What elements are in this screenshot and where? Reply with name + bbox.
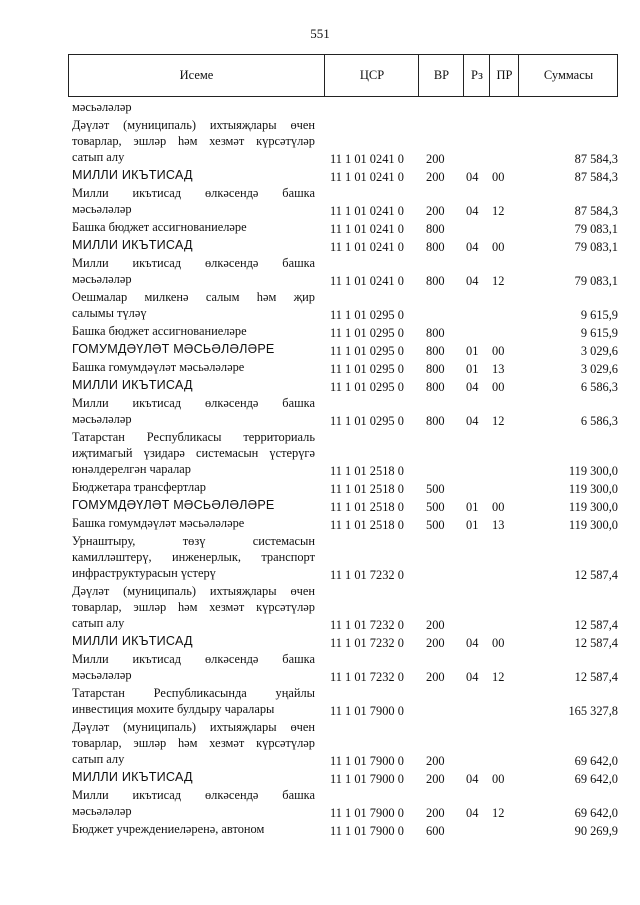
table-row — [68, 255, 618, 289]
row-csr: 11 1 01 7232 0 — [330, 618, 404, 632]
row-name-line: Башка бюджет ассигнованиеләре — [72, 220, 247, 234]
table-row — [68, 685, 618, 719]
row-csr: 11 1 01 0295 0 — [330, 326, 404, 340]
row-rz: 04 — [466, 670, 479, 684]
row-csr: 11 1 01 0295 0 — [330, 308, 404, 322]
row-name — [72, 289, 315, 321]
row-name-line: Татарстан Республикасында уңайлы — [72, 686, 315, 700]
row-name — [72, 323, 315, 339]
row-csr: 11 1 01 0241 0 — [330, 204, 404, 218]
row-csr: 11 1 01 7232 0 — [330, 636, 404, 650]
table-row — [68, 515, 618, 533]
table-row — [68, 341, 618, 359]
page-number: 551 — [310, 26, 330, 41]
row-csr: 11 1 01 2518 0 — [330, 518, 404, 532]
row-name-line: мәсьәләләр — [72, 202, 132, 216]
row-vr: 200 — [426, 618, 445, 632]
row-pr: 00 — [492, 240, 505, 254]
row-name — [72, 719, 315, 767]
row-csr: 11 1 01 0295 0 — [330, 362, 404, 376]
row-sum: 119 300,0 — [568, 464, 618, 478]
row-name-line: Дәүләт (муниципаль) ихтыяҗлары өчен — [72, 118, 315, 132]
row-csr: 11 1 01 7900 0 — [330, 704, 404, 718]
row-name-line: Урнаштыру, төзү системасын — [72, 534, 315, 548]
row-name-line: Башка бюджет ассигнованиеләре — [72, 324, 247, 338]
row-csr: 11 1 01 2518 0 — [330, 482, 404, 496]
row-name-line: Милли икътисад өлкәсендә башка — [72, 396, 315, 410]
header-csr: ЦСР — [324, 55, 419, 96]
row-name-line: камилләштерү, инженерлык, транспорт — [72, 550, 315, 564]
row-vr: 200 — [426, 170, 445, 184]
table-row — [68, 237, 618, 255]
row-name — [72, 633, 315, 649]
row-name-line: инфраструктурасын үстерү — [72, 566, 216, 580]
row-csr: 11 1 01 0295 0 — [330, 380, 404, 394]
row-rz: 04 — [466, 806, 479, 820]
row-csr: 11 1 01 7900 0 — [330, 824, 404, 838]
row-name-line: мәсьәләләр — [72, 272, 132, 286]
row-name — [72, 651, 315, 683]
row-csr: 11 1 01 7232 0 — [330, 670, 404, 684]
row-name — [72, 117, 315, 165]
table-row — [68, 821, 618, 839]
table-row — [68, 377, 618, 395]
row-csr: 11 1 01 2518 0 — [330, 500, 404, 514]
row-csr: 11 1 01 0241 0 — [330, 240, 404, 254]
row-name — [72, 533, 315, 581]
row-name-line: товарлар, эшләр һәм хезмәт күрсәтүләр — [72, 600, 315, 614]
row-sum: 12 587,4 — [574, 670, 618, 684]
row-sum: 12 587,4 — [574, 618, 618, 632]
row-sum: 12 587,4 — [574, 568, 618, 582]
row-sum: 6 586,3 — [580, 414, 618, 428]
header-pr: ПР — [489, 55, 519, 96]
table-row — [68, 719, 618, 769]
row-sum: 119 300,0 — [568, 500, 618, 514]
row-pr: 12 — [492, 204, 505, 218]
row-name-line: МИЛЛИ ИКЪТИСАД — [72, 238, 193, 252]
row-csr: 11 1 01 0241 0 — [330, 274, 404, 288]
row-pr: 12 — [492, 670, 505, 684]
row-sum: 69 642,0 — [574, 806, 618, 820]
row-name-line: инвестиция мохите булдыру чаралары — [72, 702, 275, 716]
row-pr: 00 — [492, 636, 505, 650]
table-row — [68, 497, 618, 515]
row-name — [72, 341, 315, 357]
row-sum: 119 300,0 — [568, 518, 618, 532]
row-name — [72, 769, 315, 785]
row-sum: 79 083,1 — [574, 274, 618, 288]
row-name — [72, 583, 315, 631]
row-sum: 119 300,0 — [568, 482, 618, 496]
table-row — [68, 185, 618, 219]
row-vr: 500 — [426, 482, 445, 496]
row-name-line: Дәүләт (муниципаль) ихтыяҗлары өчен — [72, 720, 315, 734]
table-row — [68, 117, 618, 167]
row-vr: 800 — [426, 414, 445, 428]
row-sum: 3 029,6 — [580, 344, 618, 358]
row-vr: 200 — [426, 204, 445, 218]
row-name-line: Башка гомумдәүләт мәсьәләләре — [72, 516, 245, 530]
row-csr: 11 1 01 7900 0 — [330, 806, 404, 820]
header-sum: Суммасы — [518, 55, 618, 96]
row-pr: 00 — [492, 344, 505, 358]
row-csr: 11 1 01 0241 0 — [330, 222, 404, 236]
row-pr: 12 — [492, 806, 505, 820]
row-rz: 04 — [466, 772, 479, 786]
row-csr: 11 1 01 7900 0 — [330, 754, 404, 768]
row-csr: 11 1 01 7900 0 — [330, 772, 404, 786]
row-sum: 12 587,4 — [574, 636, 618, 650]
row-vr: 600 — [426, 824, 445, 838]
row-pr: 00 — [492, 170, 505, 184]
row-pr: 00 — [492, 772, 505, 786]
row-vr: 800 — [426, 274, 445, 288]
row-name-line: Милли икътисад өлкәсендә башка — [72, 652, 315, 666]
row-csr: 11 1 01 0241 0 — [330, 152, 404, 166]
row-name — [72, 787, 315, 819]
row-name — [72, 497, 315, 513]
row-rz: 01 — [466, 500, 479, 514]
table-row — [68, 651, 618, 685]
row-sum: 9 615,9 — [580, 308, 618, 322]
table-row — [68, 533, 618, 583]
row-name-line: МИЛЛИ ИКЪТИСАД — [72, 634, 193, 648]
table-row — [68, 395, 618, 429]
row-vr: 500 — [426, 500, 445, 514]
row-name — [72, 255, 315, 287]
row-pr: 00 — [492, 500, 505, 514]
row-name-line: Оешмалар милкенә салым һәм җир — [72, 290, 315, 304]
row-name — [72, 685, 315, 717]
row-sum: 6 586,3 — [580, 380, 618, 394]
row-pr: 12 — [492, 274, 505, 288]
row-name-line: мәсьәләләр — [72, 100, 132, 114]
row-rz: 04 — [466, 170, 479, 184]
row-csr: 11 1 01 0241 0 — [330, 170, 404, 184]
row-sum: 79 083,1 — [574, 222, 618, 236]
row-vr: 200 — [426, 636, 445, 650]
row-vr: 200 — [426, 670, 445, 684]
row-vr: 800 — [426, 326, 445, 340]
table-row — [68, 429, 618, 479]
row-rz: 01 — [466, 344, 479, 358]
row-name — [72, 359, 315, 375]
table-row — [68, 359, 618, 377]
row-name — [72, 185, 315, 217]
row-rz: 01 — [466, 518, 479, 532]
row-rz: 04 — [466, 204, 479, 218]
row-vr: 200 — [426, 152, 445, 166]
table-row — [68, 167, 618, 185]
row-name — [72, 167, 315, 183]
row-sum: 87 584,3 — [574, 204, 618, 218]
row-name — [72, 515, 315, 531]
table-row — [68, 479, 618, 497]
header-name: Исеме — [179, 68, 214, 82]
row-name-line: Милли икътисад өлкәсендә башка — [72, 186, 315, 200]
row-name-line: МИЛЛИ ИКЪТИСАД — [72, 168, 193, 182]
row-name — [72, 479, 315, 495]
row-name-line: иҗтимагый үзидарә системасын үстерүгә — [72, 446, 315, 460]
table-row — [68, 787, 618, 821]
row-name-line: ГОМУМДӘҮЛӘТ МӘСЬӘЛӘЛӘРЕ — [72, 498, 275, 512]
row-name-line: Башка гомумдәүләт мәсьәләләре — [72, 360, 245, 374]
table-row — [68, 633, 618, 651]
row-pr: 00 — [492, 380, 505, 394]
row-name — [72, 377, 315, 393]
row-csr: 11 1 01 7232 0 — [330, 568, 404, 582]
row-name — [72, 395, 315, 427]
table-row — [68, 323, 618, 341]
row-vr: 200 — [426, 806, 445, 820]
table-row — [68, 289, 618, 323]
row-vr: 800 — [426, 380, 445, 394]
table-body — [68, 99, 618, 839]
row-name — [72, 237, 315, 253]
row-rz: 04 — [466, 240, 479, 254]
row-name-line: Милли икътисад өлкәсендә башка — [72, 256, 315, 270]
table-row — [68, 219, 618, 237]
row-name-line: сатып алу — [72, 752, 125, 766]
row-sum: 69 642,0 — [574, 754, 618, 768]
row-name-line: мәсьәләләр — [72, 412, 132, 426]
row-rz: 04 — [466, 414, 479, 428]
row-name — [72, 219, 315, 235]
row-rz: 04 — [466, 274, 479, 288]
row-vr: 800 — [426, 362, 445, 376]
row-name-line: Милли икътисад өлкәсендә башка — [72, 788, 315, 802]
row-sum: 90 269,9 — [574, 824, 618, 838]
row-name-line: юнәлдерелгән чаралар — [72, 462, 191, 476]
row-sum: 69 642,0 — [574, 772, 618, 786]
row-name — [72, 821, 315, 837]
row-sum: 87 584,3 — [574, 152, 618, 166]
row-name-line: товарлар, эшләр һәм хезмәт күрсәтүләр — [72, 736, 315, 750]
row-name-line: мәсьәләләр — [72, 804, 132, 818]
row-sum: 3 029,6 — [580, 362, 618, 376]
row-vr: 800 — [426, 240, 445, 254]
row-sum: 165 327,8 — [568, 704, 618, 718]
row-name-line: МИЛЛИ ИКЪТИСАД — [72, 770, 193, 784]
row-name-line: сатып алу — [72, 150, 125, 164]
row-csr: 11 1 01 0295 0 — [330, 414, 404, 428]
header-vr: ВР — [418, 55, 464, 96]
row-pr: 13 — [492, 362, 505, 376]
row-name-line: салымы түләү — [72, 306, 147, 320]
row-rz: 01 — [466, 362, 479, 376]
row-vr: 200 — [426, 754, 445, 768]
header-rz: Рз — [463, 55, 490, 96]
row-vr: 200 — [426, 772, 445, 786]
row-rz: 04 — [466, 380, 479, 394]
row-sum: 79 083,1 — [574, 240, 618, 254]
row-name-line: мәсьәләләр — [72, 668, 132, 682]
row-name-line: Бюджет учреждениеләренә, автоном — [72, 822, 265, 836]
table-header — [68, 54, 618, 97]
row-name-line: Дәүләт (муниципаль) ихтыяҗлары өчен — [72, 584, 315, 598]
row-pr: 12 — [492, 414, 505, 428]
row-sum: 9 615,9 — [580, 326, 618, 340]
row-name — [72, 429, 315, 477]
row-vr: 800 — [426, 344, 445, 358]
row-sum: 87 584,3 — [574, 170, 618, 184]
row-vr: 800 — [426, 222, 445, 236]
row-rz: 04 — [466, 636, 479, 650]
row-name-line: МИЛЛИ ИКЪТИСАД — [72, 378, 193, 392]
row-name-line: ГОМУМДӘҮЛӘТ МӘСЬӘЛӘЛӘРЕ — [72, 342, 275, 356]
row-name-line: Татарстан Республикасы территориаль — [72, 430, 315, 444]
row-vr: 500 — [426, 518, 445, 532]
table-row — [68, 769, 618, 787]
row-csr: 11 1 01 0295 0 — [330, 344, 404, 358]
row-name — [72, 99, 315, 115]
table-row — [68, 99, 618, 117]
row-csr: 11 1 01 2518 0 — [330, 464, 404, 478]
row-pr: 13 — [492, 518, 505, 532]
row-name-line: товарлар, эшләр һәм хезмәт күрсәтүләр — [72, 134, 315, 148]
row-name-line: сатып алу — [72, 616, 125, 630]
table-row — [68, 583, 618, 633]
row-name-line: Бюджетара трансфертлар — [72, 480, 206, 494]
